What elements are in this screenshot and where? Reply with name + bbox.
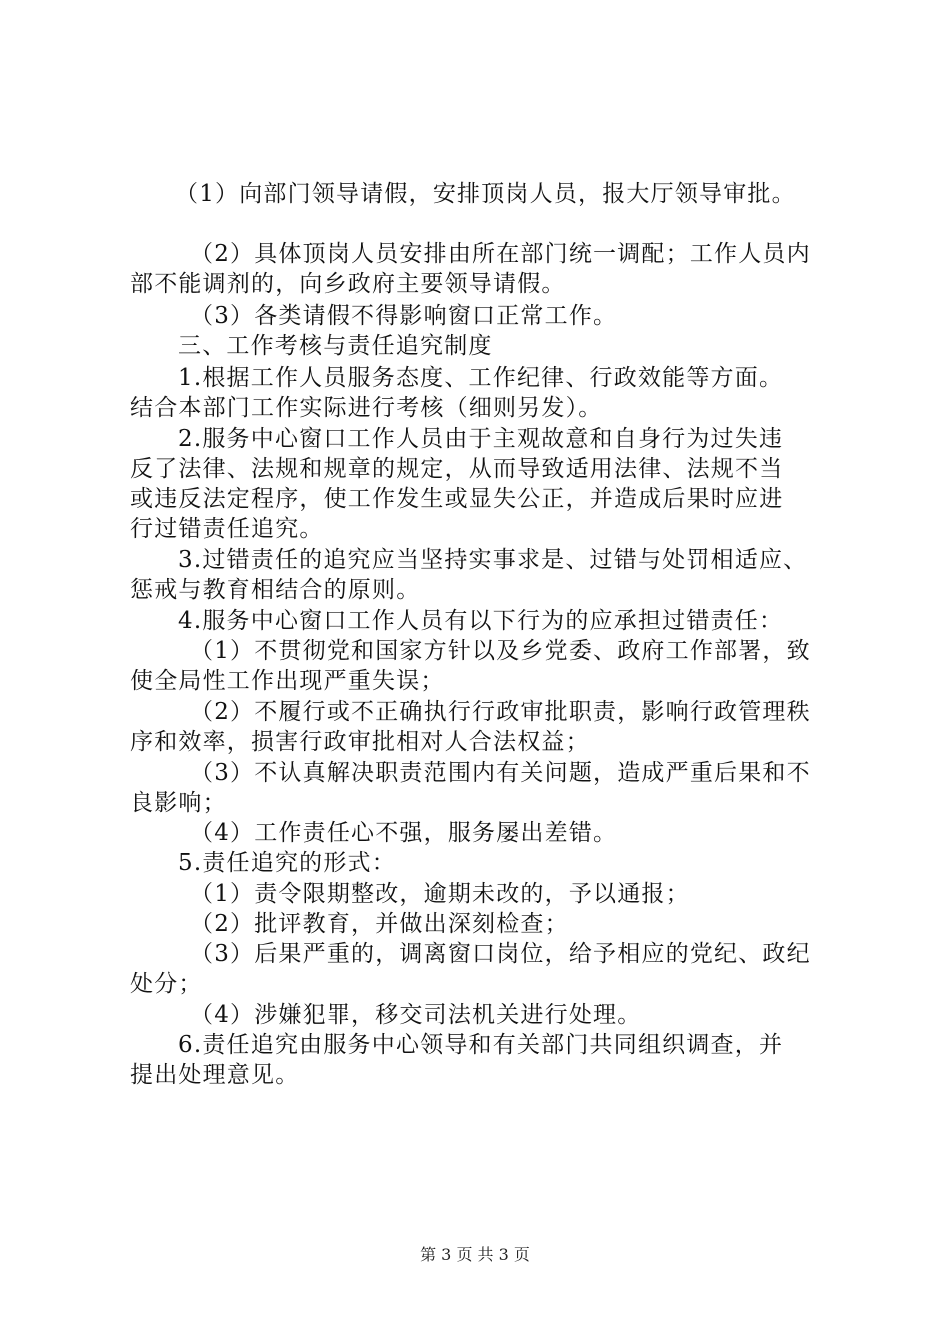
paragraph-line: 5.责任追究的形式： [178,850,396,876]
page-footer: 第 3 页 共 3 页 [420,1245,530,1264]
paragraph-line: 序和效率，损害行政审批相对人合法权益； [130,729,590,755]
paragraph-line: 结合本部门工作实际进行考核（细则另发）。 [130,395,603,421]
paragraph-line: 使全局性工作出现严重失误； [130,668,445,694]
paragraph-line: 处分； [130,971,203,997]
paragraph-line: （2）具体顶岗人员安排由所在部门统一调配；工作人员内 [190,241,811,267]
paragraph-line: 行过错责任追究。 [130,516,324,542]
paragraph-line: 部不能调剂的，向乡政府主要领导请假。 [130,271,566,297]
paragraph-line: （2）批评教育，并做出深刻检查； [190,911,569,937]
paragraph-line: （3）不认真解决职责范围内有关问题，造成严重后果和不 [190,760,811,786]
paragraph-line: 1.根据工作人员服务态度、工作纪律、行政效能等方面。 [178,365,784,391]
paragraph-line: 惩戒与教育相结合的原则。 [130,577,421,603]
paragraph-line: 良影响； [130,790,227,816]
paragraph-line: 6.责任追究由服务中心领导和有关部门共同组织调查，并 [178,1032,784,1058]
section-heading: 三、工作考核与责任追究制度 [178,333,493,359]
paragraph-line: （4）涉嫌犯罪，移交司法机关进行处理。 [190,1002,642,1028]
paragraph-line: 提出处理意见。 [130,1062,300,1088]
paragraph-line: 2.服务中心窗口工作人员由于主观故意和自身行为过失违 [178,426,784,452]
paragraph-line: 或违反法定程序，使工作发生或显失公正，并造成后果时应进 [130,486,784,512]
paragraph-line: 3.过错责任的追究应当坚持实事求是、过错与处罚相适应、 [178,547,808,573]
paragraph-line: （1）责令限期整改，逾期未改的，予以通报； [190,881,690,907]
paragraph-line: （1）不贯彻党和国家方针以及乡党委、政府工作部署，致 [190,638,811,664]
paragraph-line: （3）各类请假不得影响窗口正常工作。 [190,303,618,329]
paragraph-line: （2）不履行或不正确执行行政审批职责，影响行政管理秩 [190,699,811,725]
paragraph-line: （1）向部门领导请假，安排顶岗人员，报大厅领导审批。 [175,181,796,207]
paragraph-line: （4）工作责任心不强，服务屡出差错。 [190,820,618,846]
paragraph-line: 4.服务中心窗口工作人员有以下行为的应承担过错责任： [178,608,784,634]
paragraph-line: （3）后果严重的，调离窗口岗位，给予相应的党纪、政纪 [190,941,811,967]
paragraph-line: 反了法律、法规和规章的规定，从而导致适用法律、法规不当 [130,456,784,482]
